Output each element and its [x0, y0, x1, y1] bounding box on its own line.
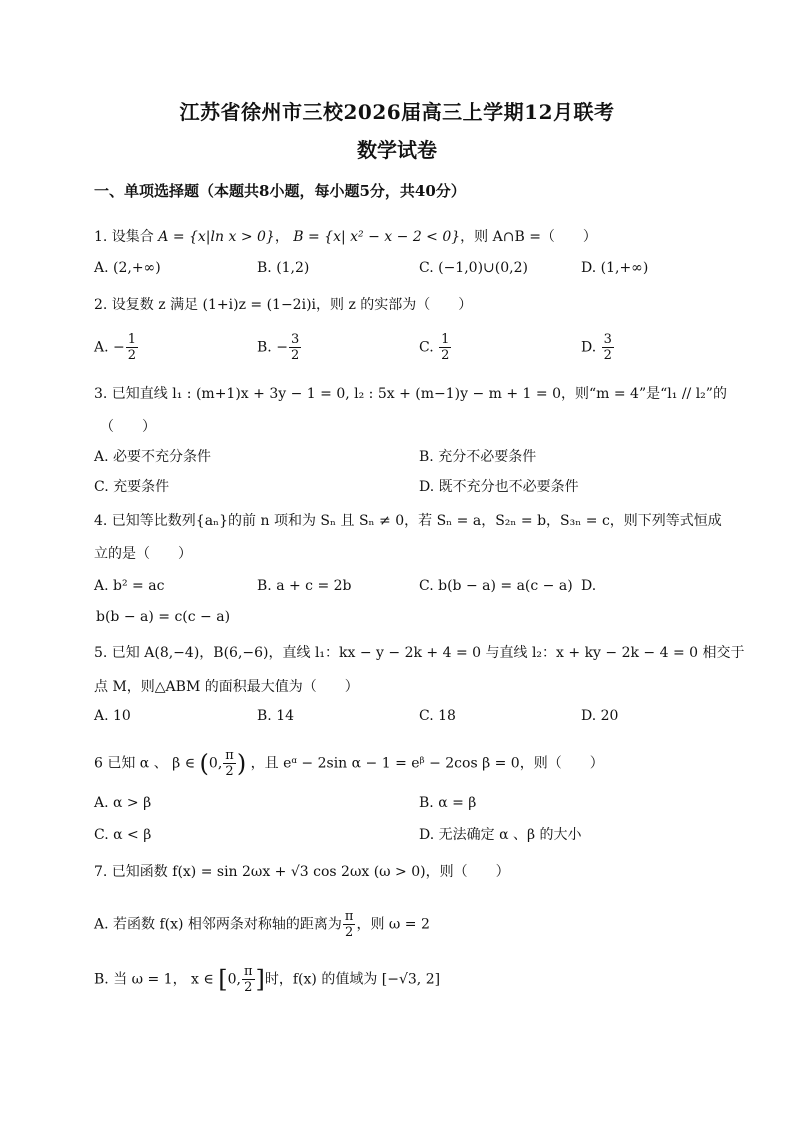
q2-option-b: B. − $\frac{3}{2}$ [257, 332, 300, 363]
fraction: $\frac{3}{2}$ [603, 332, 612, 363]
q4-option-a: A. b² = ac [94, 578, 165, 594]
q1-option-b: B. (1,2) [257, 260, 310, 276]
q5-option-b: B. 14 [257, 708, 295, 724]
q6-option-a: A. α > β [94, 795, 152, 811]
q5-option-a: A. 10 [94, 708, 131, 724]
q3-option-d: D. 既不充分也不必要条件 [419, 479, 579, 495]
q4-option-b: B. a + c = 2b [257, 578, 352, 594]
q3-option-c: C. 充要条件 [94, 479, 170, 495]
q5-stem-cont: 点 M，则△ABM 的面积最大值为（ ） [94, 679, 359, 695]
fraction: $\frac{1}{2}$ [127, 332, 137, 363]
q7-option-b: B. 当 ω = 1， x ∈ [0, $\frac{\pi}{2}$ ]时，f(x) 的值域为 [−√3, 2] [94, 964, 441, 995]
q1-set-b: B = {x| x² − x − 2 < 0} [293, 229, 461, 245]
exam-subtitle: 数学试卷 [357, 138, 437, 162]
q5-option-d: D. 20 [581, 708, 619, 724]
q6-option-b: B. α = β [419, 795, 477, 811]
q3-option-b: B. 充分不必要条件 [419, 449, 537, 465]
q3-paren: （ ） [100, 419, 156, 435]
fraction: $\frac{\pi}{2}$ [344, 909, 354, 940]
q1-option-d: D. (1,+∞) [581, 260, 649, 276]
q3-option-a: A. 必要不充分条件 [94, 449, 212, 465]
q1-set-a: A = {x|ln x > 0} [158, 229, 275, 245]
q4-stem: 4. 已知等比数列{aₙ}的前 n 项和为 Sₙ 且 Sₙ ≠ 0，若 Sₙ = a，S₂ₙ = b，S₃ₙ = c，则下列等式恒成 [94, 513, 722, 529]
q6-option-c: C. α < β [94, 827, 152, 843]
q2-option-d: D. $\frac{3}{2}$ [581, 332, 612, 363]
q7-option-a: A. 若函数 f(x) 相邻两条对称轴的距离为 $\frac{\pi}{2}$ ，则 ω = 2 [94, 909, 430, 940]
q2-stem: 2. 设复数 z 满足 (1+i)z = (1−2i)i，则 z 的实部为（ ） [94, 297, 473, 313]
q4-option-c: C. b(b − a) = a(c − a) [419, 578, 573, 594]
q7-stem: 7. 已知函数 f(x) = sin 2ωx + √3 cos 2ωx (ω > 0)，则（ ） [94, 864, 510, 880]
fraction: $\frac{3}{2}$ [290, 332, 300, 363]
q2-option-a: A. − $\frac{1}{2}$ [94, 332, 137, 363]
q1-stem: 1. 设集合 A = {x|ln x > 0}， B = {x| x² − x − 2 < 0}，则 A∩B =（ ） [94, 229, 597, 245]
q6-option-d: D. 无法确定 α 、β 的大小 [419, 827, 582, 843]
q5-option-c: C. 18 [419, 708, 456, 724]
exam-title: 江苏省徐州市三校2026届高三上学期12月联考 [179, 100, 615, 124]
section-heading: 一、单项选择题（本题共8小题，每小题5分，共40分） [94, 182, 466, 200]
fraction: $\frac{\pi}{2}$ [243, 964, 253, 995]
q3-stem: 3. 已知直线 l₁ : (m+1)x + 3y − 1 = 0, l₂ : 5x + (m−1)y − m + 1 = 0，则“m = 4”是“l₁ // l₂”的 [94, 386, 727, 402]
fraction: $\frac{1}{2}$ [441, 332, 450, 363]
q1-option-a: A. (2,+∞) [94, 260, 161, 276]
q6-stem: 6 已知 α 、 β ∈ (0, $\frac{\pi}{2}$ ) ，且 eᵅ − 2sin α − 1 = eᵝ − 2cos β = 0，则（ ） [94, 748, 604, 779]
q4-stem-cont: 立的是（ ） [94, 546, 192, 562]
fraction: $\frac{\pi}{2}$ [225, 748, 234, 779]
q5-stem: 5. 已知 A(8,−4)，B(6,−6)，直线 l₁：kx − y − 2k + 4 = 0 与直线 l₂：x + ky − 2k − 4 = 0 相交于 [94, 645, 745, 661]
q4-option-d-text: b(b − a) = c(c − a) [96, 609, 231, 625]
q4-option-d: D. [581, 578, 597, 594]
q2-option-c: C. $\frac{1}{2}$ [419, 332, 450, 363]
q1-option-c: C. (−1,0)∪(0,2) [419, 260, 528, 276]
